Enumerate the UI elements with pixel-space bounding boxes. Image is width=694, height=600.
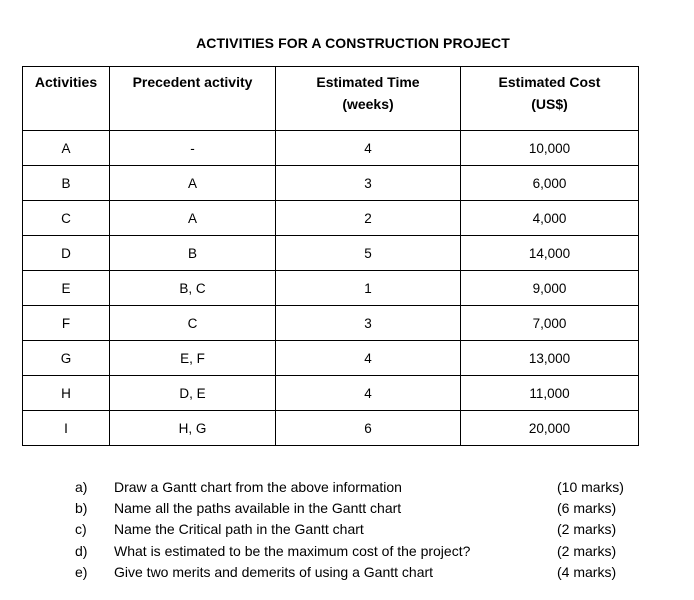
table-row bbox=[23, 166, 639, 201]
cell-activity: E bbox=[23, 271, 110, 306]
cell-precedent: A bbox=[110, 166, 276, 201]
page-title: ACTIVITIES FOR A CONSTRUCTION PROJECT bbox=[196, 35, 510, 51]
cell-precedent: H, G bbox=[110, 411, 276, 446]
cell-activity: A bbox=[23, 131, 110, 166]
cell-cost: 20,000 bbox=[461, 411, 639, 446]
question-marks: (2 marks) bbox=[557, 521, 617, 538]
cell-activity: D bbox=[23, 236, 110, 271]
cell-cost: 7,000 bbox=[461, 306, 639, 341]
question-text: Name the Critical path in the Gantt chart bbox=[114, 521, 364, 538]
question-item bbox=[0, 477, 694, 498]
cell-cost: 14,000 bbox=[461, 236, 639, 271]
cell-time: 3 bbox=[276, 166, 461, 201]
header-estimated-time: Estimated Time (weeks) bbox=[276, 67, 461, 131]
table-row bbox=[23, 131, 639, 166]
question-item bbox=[0, 519, 694, 540]
cell-cost: 13,000 bbox=[461, 341, 639, 376]
question-item bbox=[0, 498, 694, 519]
question-letter: a) bbox=[75, 479, 88, 495]
cell-cost: 9,000 bbox=[461, 271, 639, 306]
cell-precedent: E, F bbox=[110, 341, 276, 376]
cell-precedent: B bbox=[110, 236, 276, 271]
cell-activity: C bbox=[23, 201, 110, 236]
cell-precedent: D, E bbox=[110, 376, 276, 411]
question-letter: e) bbox=[75, 563, 88, 580]
question-text: Give two merits and demerits of using a Gantt chart bbox=[114, 563, 434, 580]
table-row bbox=[23, 411, 639, 446]
question-marks: (4 marks) bbox=[557, 563, 617, 580]
question-marks: (6 marks) bbox=[557, 500, 617, 517]
cell-activity: H bbox=[23, 376, 110, 411]
question-marks: (10 marks) bbox=[557, 479, 624, 495]
question-letter: d) bbox=[75, 542, 88, 559]
header-activities: Activities bbox=[23, 67, 110, 131]
cell-time: 4 bbox=[276, 131, 461, 166]
cell-cost: 10,000 bbox=[461, 131, 639, 166]
table-row bbox=[23, 306, 639, 341]
cell-precedent: B, C bbox=[110, 271, 276, 306]
cell-activity: B bbox=[23, 166, 110, 201]
cell-activity: F bbox=[23, 306, 110, 341]
header-estimated-cost: Estimated Cost (US$) bbox=[461, 67, 639, 131]
table-header-row bbox=[23, 67, 639, 131]
table-row bbox=[23, 376, 639, 411]
header-precedent-activity: Precedent activity bbox=[110, 67, 276, 131]
cell-cost: 6,000 bbox=[461, 166, 639, 201]
cell-activity: I bbox=[23, 411, 110, 446]
cell-cost: 4,000 bbox=[461, 201, 639, 236]
cell-precedent: C bbox=[110, 306, 276, 341]
cell-time: 4 bbox=[276, 376, 461, 411]
table-row bbox=[23, 236, 639, 271]
cell-time: 4 bbox=[276, 341, 461, 376]
question-item bbox=[0, 562, 694, 583]
question-letter: b) bbox=[75, 500, 88, 517]
question-text: Draw a Gantt chart from the above information bbox=[114, 479, 402, 495]
activities-table bbox=[22, 66, 639, 446]
question-item bbox=[0, 541, 694, 562]
cell-time: 2 bbox=[276, 201, 461, 236]
cell-time: 1 bbox=[276, 271, 461, 306]
question-text: What is estimated to be the maximum cost of the project? bbox=[114, 542, 471, 559]
cell-time: 6 bbox=[276, 411, 461, 446]
cell-activity: G bbox=[23, 341, 110, 376]
question-marks: (2 marks) bbox=[557, 542, 617, 559]
cell-precedent: A bbox=[110, 201, 276, 236]
cell-cost: 11,000 bbox=[461, 376, 639, 411]
question-text: Name all the paths available in the Gantt chart bbox=[114, 500, 402, 517]
table-row bbox=[23, 271, 639, 306]
table-row bbox=[23, 341, 639, 376]
cell-time: 3 bbox=[276, 306, 461, 341]
cell-time: 5 bbox=[276, 236, 461, 271]
cell-precedent: - bbox=[110, 131, 276, 166]
question-letter: c) bbox=[75, 521, 87, 538]
questions-list bbox=[0, 477, 694, 583]
table-row bbox=[23, 201, 639, 236]
